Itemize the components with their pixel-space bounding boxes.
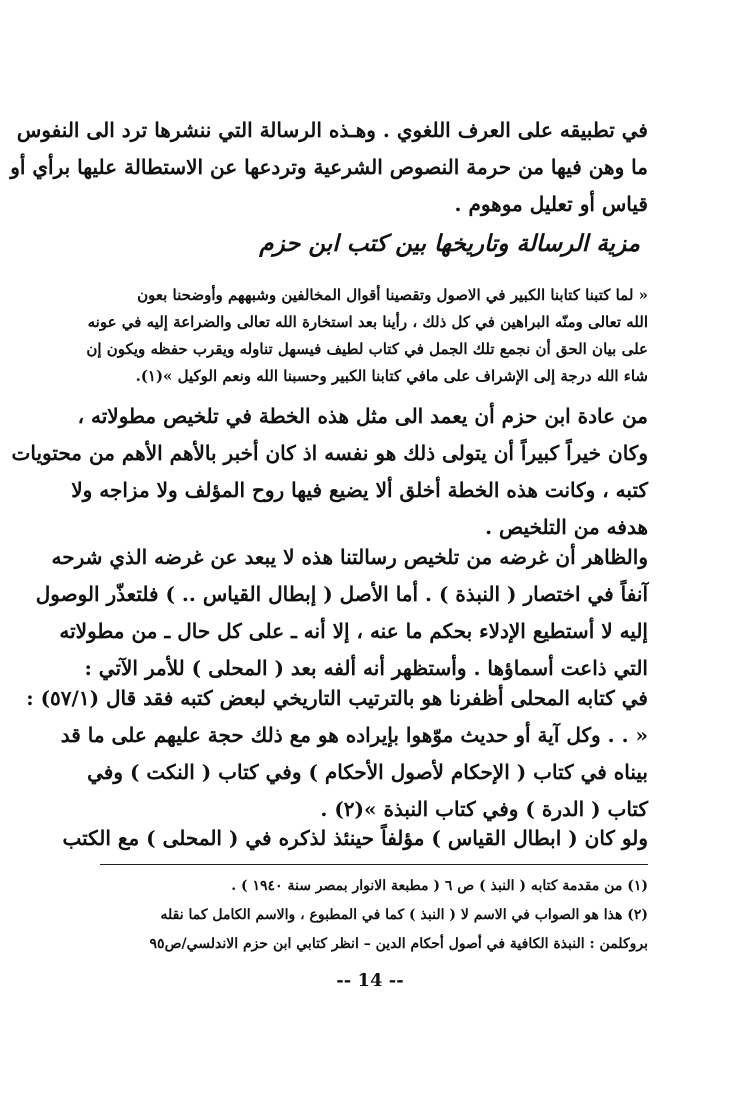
text-line: كتبه ، وكانت هذه الخطة أخلق ألا يضيع فيها روح المؤلف ولا مزاجه ولا xyxy=(71,478,648,502)
text-line: على بيان الحق أن نجمع تلك الجمل في كتاب لطيف فيسهل تناوله ويقرب حفظه ويكون إن xyxy=(86,340,648,358)
paragraph-4 xyxy=(26,680,648,828)
text-line: الله تعالى ومنّه البراهين في كل ذلك ، رأينا بعد استخارة الله تعالى والضراعة إليه في عونه xyxy=(87,313,648,331)
text-line: بيناه في كتاب ( الإحكام لأصول الأحكام ) وفي كتاب ( النكت ) وفي xyxy=(87,760,648,784)
text-line: « . . وكل آية أو حديث موّهوا بإيراده هو مع ذلك حجة عليهم على ما قد xyxy=(60,723,648,747)
text-line: « لما كتبنا كتابنا الكبير في الاصول وتقصينا أقوال المخالفين وشبههم وأوضحنا بعون xyxy=(137,286,648,304)
text-line: ولو كان ( ابطال القياس ) مؤلفاً حينئذ لذكره في ( المحلى ) مع الكتب xyxy=(62,826,648,850)
footnote-divider xyxy=(100,864,648,865)
footnote: بروكلمن : النبذة الكافية في أصول أحكام الدين – انظر كتابي ابن حزم الاندلسي/ص٩٥ xyxy=(149,936,648,952)
text-line: إليه لا أستطيع الإدلاء بحكم ما عنه ، إلا أنه ـ على كل حال ـ من مطولاته xyxy=(59,619,648,643)
footnote: (١) من مقدمة كتابه ( النبذ ) ص ٦ ( مطبعة الانوار بمصر سنة ١٩٤٠ ) . xyxy=(231,878,648,894)
footnotes xyxy=(100,872,648,959)
page-number: -- 14 -- xyxy=(336,970,404,991)
intro-paragraph xyxy=(10,112,648,223)
text-line: التي ذاعت أسماؤها . وأستظهر أنه ألفه بعد ( المحلى ) للأمر الآتي : xyxy=(84,656,648,680)
paragraph-3 xyxy=(35,539,648,687)
quote-paragraph xyxy=(86,282,648,390)
footnote: (٢) هذا هو الصواب في الاسم لا ( النبذ ) كما في المطبوع ، والاسم الكامل كما نقله xyxy=(160,907,648,923)
text-line: هدفه من التلخيص . xyxy=(485,515,648,539)
paragraph-5 xyxy=(62,820,648,857)
section-heading: مزية الرسالة وتاريخها بين كتب ابن حزم xyxy=(259,230,640,257)
text-line: في تطبيقه على العرف اللغوي . وهـذه الرسالة التي ننشرها ترد الى النفوس xyxy=(16,118,648,142)
text-line: من عادة ابن حزم أن يعمد الى مثل هذه الخطة في تلخيص مطولاته ، xyxy=(77,404,648,428)
text-line: شاء الله درجة إلى الإشراف على مافي كتابنا الكبير وحسبنا الله ونعم الوكيل »(١). xyxy=(135,367,648,385)
paragraph-2 xyxy=(11,398,648,546)
text-line: كتاب ( الدرة ) وفي كتاب النبذة »(٢) . xyxy=(320,797,648,821)
text-line: قياس أو تعليل موهوم . xyxy=(454,192,648,216)
text-line: ما وهن فيها من حرمة النصوص الشرعية وتردعها عن الاستطالة عليها برأي أو xyxy=(10,155,648,179)
text-line: وكان خيراً كبيراً أن يتولى ذلك هو نفسه اذ كان أخبر بالأهم الأهم من محتويات xyxy=(11,441,648,465)
text-line: آنفاً في اختصار ( النبذة ) . أما الأصل ( إبطال القياس .. ) فلتعذّر الوصول xyxy=(35,582,648,606)
text-line: في كتابه المحلى أظفرنا هو بالترتيب التاريخي لبعض كتبه فقد قال (٥٧/١) : xyxy=(26,686,648,710)
text-line: والظاهر أن غرضه من تلخيص رسالتنا هذه لا يبعد عن غرضه الذي شرحه xyxy=(51,545,648,569)
